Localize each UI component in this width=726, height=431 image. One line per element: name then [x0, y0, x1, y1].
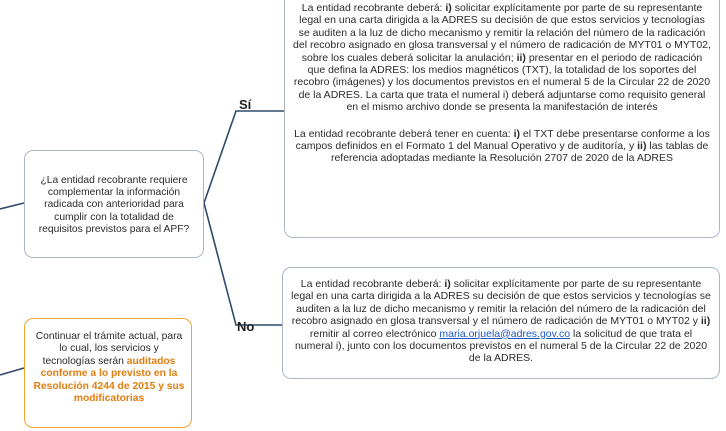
no-text-d: la solicitud de que trata el numeral i), junto con los documentos previstos en el numeral 5 de la Circular 22 de 2020 de la ADRES.	[294, 327, 708, 365]
yes-paragraph-2	[293, 128, 711, 165]
no-paragraph	[291, 278, 711, 365]
continue-highlight: auditados conforme a lo previsto en la Resolución 4244 de 2015 y sus modificatorias	[33, 355, 185, 405]
left-entry-connector	[0, 203, 24, 209]
no-text-a: La entidad recobrante deberá:	[300, 278, 445, 290]
yes-p1-marker-i: i)	[445, 2, 452, 14]
yes-p2-marker-ii: ii)	[637, 140, 647, 153]
continue-text	[33, 331, 185, 405]
yes-p2-marker-i: i)	[513, 127, 521, 140]
no-connector	[204, 203, 282, 325]
continue-process-box	[24, 318, 192, 428]
yes-outcome-box	[284, 0, 720, 238]
left-continue-connector	[0, 368, 24, 375]
yes-p1-marker-ii: ii)	[516, 51, 526, 64]
no-text-c: remitir al correo electrónico	[309, 327, 440, 340]
yes-label: Sí	[239, 97, 252, 112]
yes-p1-text-b: solicitar explícitamente por parte de su representante legal en una carta dirigida a la ADRES su decisión de que estos servicios y tecnologías se auditen a la luz de dicho mecanismo y remitir la relación del número de la radicación del recobro asignado en glosa transversal y el número de radicación de MYT01 o MYT02, sobre los cuales deberá solicitar la anulación;	[293, 2, 711, 64]
no-marker-i: i)	[444, 278, 451, 290]
no-outcome-box	[282, 267, 720, 379]
continue-text-a: Continuar el trámite actual, para lo cual, los servicios y tecnologías serán	[35, 331, 183, 367]
yes-p1-text-a: La entidad recobrante deberá:	[301, 2, 446, 14]
yes-p1-text-c: presentar en el periodo de radicación que defina la ADRES: los medios magnéticos (TXT), la totalidad de los soportes del recobro (imágenes) y los documentos previstos en el numeral 5 de la Circular 22 de 2020 de la ADRES. La carta que trata el numeral i) deberá adjuntarse como requisito general en el mismo archivo donde se presenta la manifestación de interés	[293, 51, 711, 114]
yes-connector	[204, 111, 284, 203]
yes-p2-text-a: La entidad recobrante deberá tener en cuenta:	[294, 127, 514, 140]
yes-p2-text-b: el TXT debe presentarse conforme a los campos definidos en el Formato 1 del Manual Operativo y de auditoría, y	[295, 127, 710, 153]
question-box	[24, 150, 204, 258]
yes-paragraph-1	[293, 2, 711, 114]
email-link[interactable]: maria.orjuela@adres.gov.co	[439, 327, 571, 340]
yes-p2-text-c: las tablas de referencia adoptadas mediante la Resolución 2707 de 2020 de la ADRES	[330, 140, 709, 165]
no-text-b: solicitar explícitamente por parte de su representante legal en una carta dirigida a la ADRES su decisión de que estos servicios y tecnologías se auditen a la luz de dicho mecanismo y remitir la relación del número de la radicación del recobro asignado en glosa transversal y el número de radicación de MYT01 o MYT02 y	[291, 278, 711, 328]
no-label: No	[237, 319, 255, 334]
question-text: ¿La entidad recobrante requiere complementar la información radicada con anterioridad para cumplir con la totalidad de requisitos previstos para el APF?	[38, 175, 190, 235]
no-marker-ii: ii)	[700, 315, 711, 328]
